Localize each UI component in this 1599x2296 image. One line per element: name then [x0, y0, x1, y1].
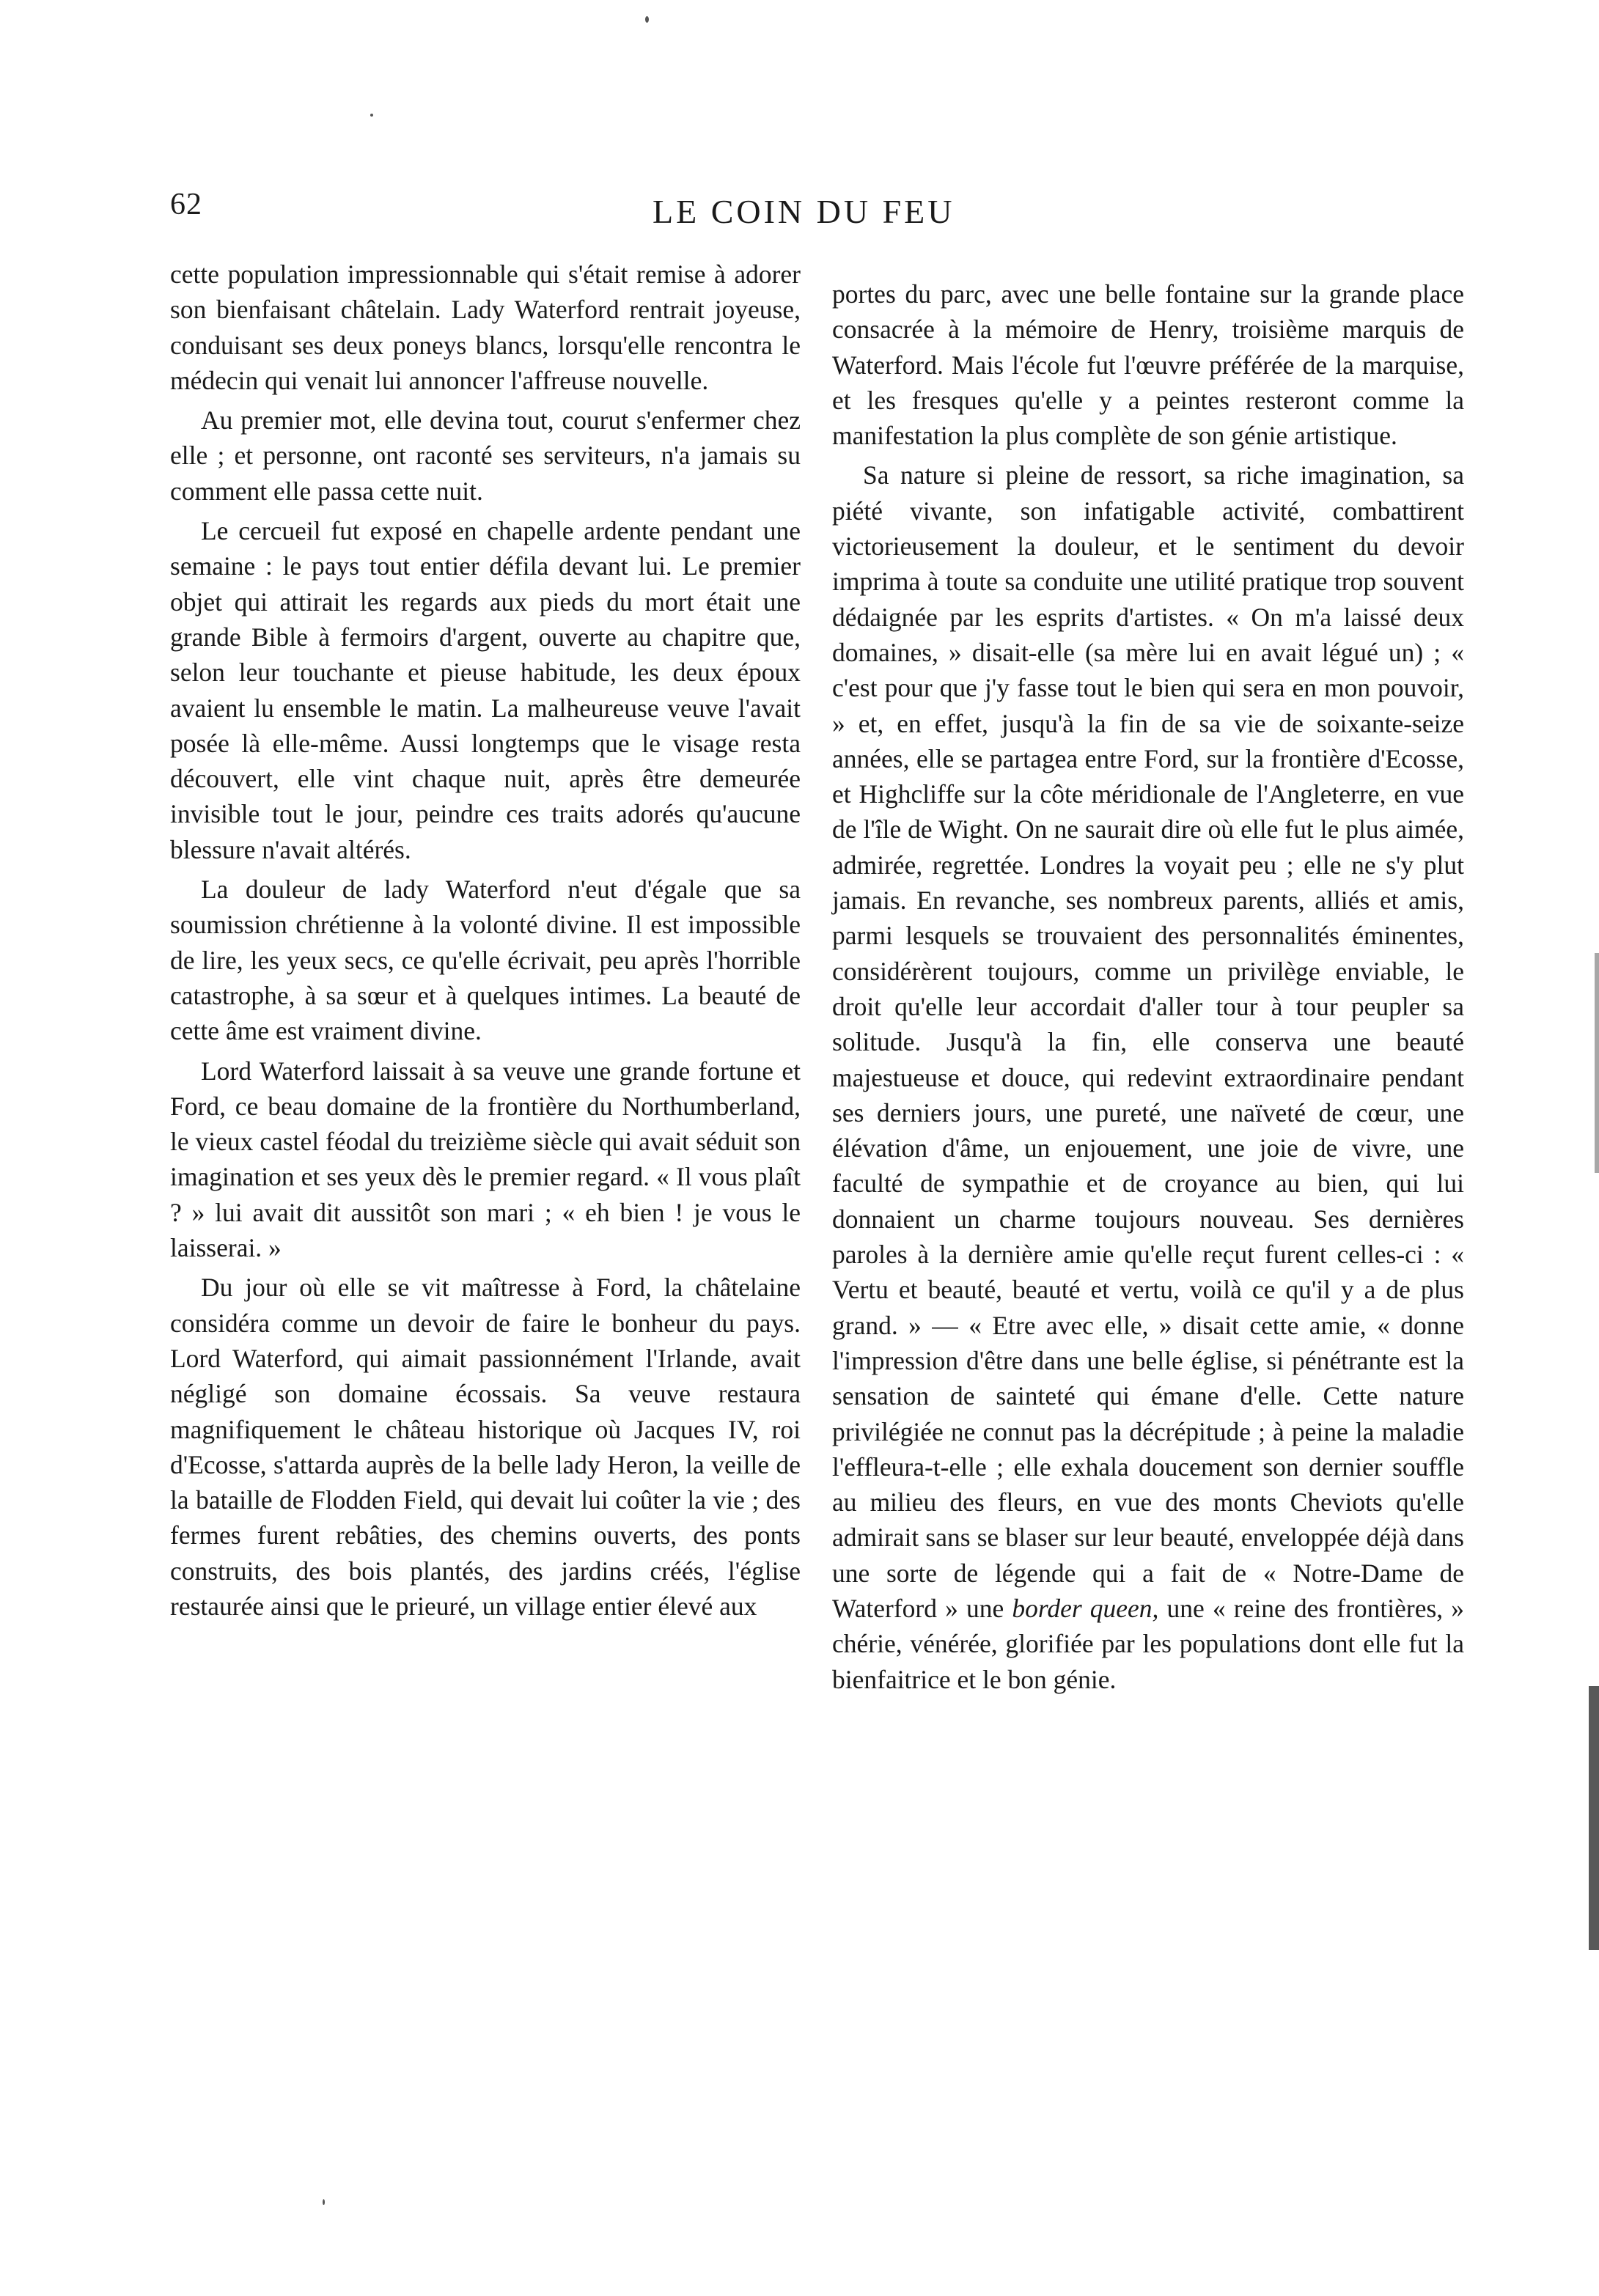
scan-edge-shadow — [1589, 1686, 1599, 1950]
paragraph-text: une « reine des frontières, » chérie, vénérée, glorifiée par les populations dont elle fut la bienfaitrice et le bon génie. — [832, 1593, 1464, 1694]
paragraph — [832, 457, 1464, 1696]
paragraph: portes du parc, avec une belle fontaine sur la grande place consacrée à la mémoire de Henry, troisième marquis de Waterford. Mais l'école fut l'œuvre préférée de la marquise, et les fresques qu'elle y a peintes resteront comme la manifestation la plus complète de son génie artistique. — [832, 279, 1464, 451]
scan-speck — [370, 114, 373, 117]
scan-speck — [323, 2199, 325, 2205]
running-title: LE COIN DU FEU — [653, 193, 955, 230]
paragraph: Au premier mot, elle devina tout, courut s'enfermer chez elle ; et personne, ont raconté ses serviteurs, n'a jamais su comment elle passa cette nuit. — [170, 405, 801, 506]
paragraph-text: Sa nature si pleine de ressort, sa riche imagination, sa piété vivante, son infatigable activité, combattirent victorieusement la douleur, et le sentiment du devoir imprima à toute sa conduite une utilité pratique trop souvent dédaignée par les esprits d'artistes. « On m'a laissé deux domaines, » disait-elle (sa mère lui en avait légué un) ; « c'est pour que j'y fasse tout le bien qui sera en mon pouvoir, » et, en effet, jusqu'à la fin de sa vie de soixante-seize années, elle se partagea entre Ford, sur la frontière d'Ecosse, et Highcliffe sur la côte méridionale de l'Angleterre, en vue de l'île de Wight. On ne saurait dire où elle fut le plus aimée, admirée, regrettée. Londres la voyait peu ; elle ne s'y plut jamais. En revanche, ses nombreux parents, alliés et amis, parmi lesquels se trouvaient des personnalités éminentes, considérèrent toujours, comme un privilège enviable, le droit qu'elle leur accordait d'aller tour à tour peupler sa solitude. Jusqu'à la fin, elle conserva une beauté majestueuse et douce, qui redevint extraordinaire pendant ses derniers jours, une pureté, une naïveté de cœur, une élévation d'âme, un enjouement, une joie de vivre, une faculté de sympathie et de croyance au bien, qui lui donnaient un charme toujours nouveau. Ses dernières paroles à la dernière amie qu'elle reçut furent celles-ci : « Vertu et beauté, beauté et vertu, voilà ce qu'il y a de plus grand. » — « Etre avec elle, » disait cette amie, « donne l'impression d'être dans une belle église, si pénétrante est la sensation de sainteté qui émane d'elle. Cette nature privilégiée ne connut pas la décrépitude ; à peine la maladie l'effleura-t-elle ; elle exhala doucement son dernier souffle au milieu des fleurs, en vue des monts Cheviots qu'elle admirait sans se blaser sur leur beauté, enveloppée déjà dans une sorte de légende qui a fait de « Notre-Dame de Waterford » une — [832, 460, 1464, 1623]
right-column — [832, 276, 1464, 1701]
paragraph: cette population impressionnable qui s'était remise à adorer son bienfaisant châtelain. Lady Waterford rentrait joyeuse, conduisant ses deux poneys blancs, lorsqu'elle rencontra le médecin qui venait lui annoncer l'affreuse nouvelle. — [170, 260, 801, 395]
paragraph: Lord Waterford laissait à sa veuve une grande fortune et Ford, ce beau domaine de la frontière du Northumberland, le vieux castel féodal du treizième siècle qui avait séduit son imagination et ses yeux dès le premier regard. « Il vous plaît ? » lui avait dit aussitôt son mari ; « eh bien ! je vous le laisserai. » — [170, 1056, 801, 1263]
italic-phrase: border queen, — [1012, 1593, 1159, 1623]
paragraph: La douleur de lady Waterford n'eut d'égale que sa soumission chrétienne à la volonté divine. Il est impossible de lire, les yeux secs, ce qu'elle écrivait, peu après l'horrible catastrophe, à sa sœur et à quelques intimes. La beauté de cette âme est vraiment divine. — [170, 875, 801, 1046]
left-column — [170, 257, 801, 1628]
page-number: 62 — [170, 188, 202, 221]
scan-edge-shadow — [1595, 953, 1599, 1173]
paragraph: Le cercueil fut exposé en chapelle ardente pendant une semaine : le pays tout entier défila devant lui. Le premier objet qui attirait les regards aux pieds du mort était une grande Bible à fermoirs d'argent, ouverte au chapitre que, selon leur touchante et pieuse habitude, les deux époux avaient lu ensemble le matin. La malheureuse veuve l'avait posée là elle-même. Aussi longtemps que le visage resta découvert, elle vint chaque nuit, après être demeurée invisible tout le jour, peindre ces traits adorés qu'aucune blessure n'avait altérés. — [170, 516, 801, 864]
paragraph: Du jour où elle se vit maîtresse à Ford, la châtelaine considéra comme un devoir de faire le bonheur du pays. Lord Waterford, qui aimait passionnément l'Irlande, avait négligé son domaine écossais. Sa veuve restaura magnifiquement le château historique où Jacques IV, roi d'Ecosse, s'attarda auprès de la belle lady Heron, la veille de la bataille de Flodden Field, qui devait lui coûter la vie ; des fermes furent rebâties, des chemins ouverts, des ponts construits, des bois plantés, des jardins créés, l'église restaurée ainsi que le prieuré, un village entier élevé aux — [170, 1273, 801, 1621]
scan-speck — [645, 16, 649, 23]
